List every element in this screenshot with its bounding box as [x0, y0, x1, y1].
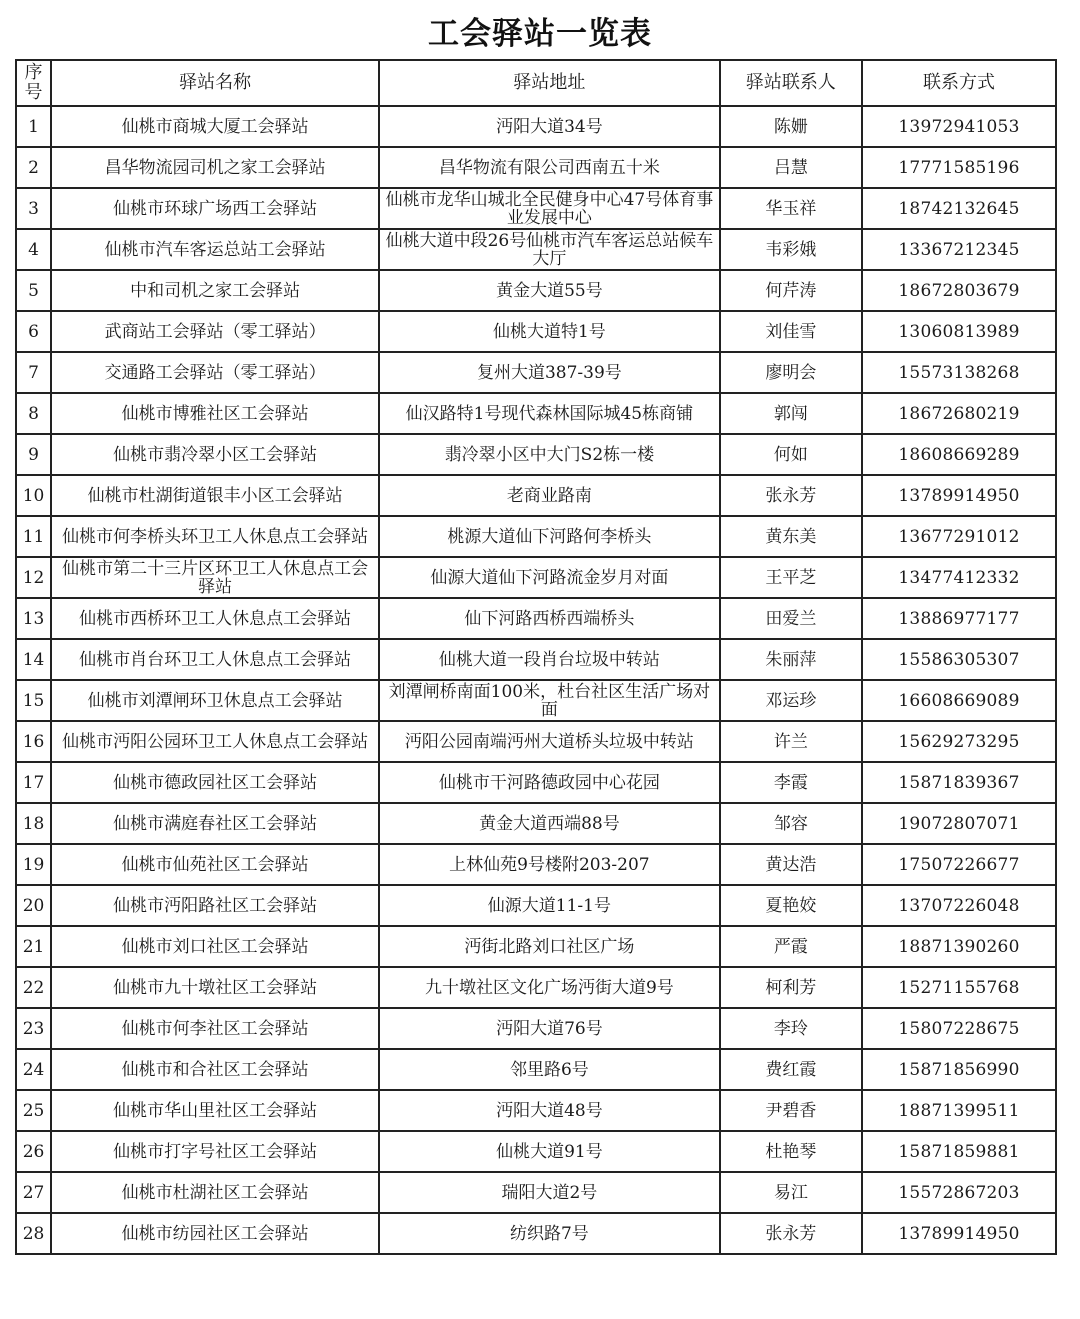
station-contact: 陈姗	[720, 106, 862, 147]
station-name: 仙桃市刘潭闸环卫休息点工会驿站	[51, 680, 379, 721]
row-number: 8	[16, 393, 51, 434]
row-number: 13	[16, 598, 51, 639]
station-address: 仙桃市龙华山城北全民健身中心47号体育事业发展中心	[379, 188, 719, 229]
station-contact: 黄达浩	[720, 844, 862, 885]
station-name: 仙桃市环球广场西工会驿站	[51, 188, 379, 229]
table-row	[16, 762, 1056, 803]
row-number: 14	[16, 639, 51, 680]
station-contact: 李玲	[720, 1008, 862, 1049]
station-address: 仙桃大道91号	[379, 1131, 719, 1172]
station-name: 中和司机之家工会驿站	[51, 270, 379, 311]
station-contact: 黄东美	[720, 516, 862, 557]
station-phone: 17507226677	[862, 844, 1056, 885]
table-row	[16, 1172, 1056, 1213]
station-phone: 15271155768	[862, 967, 1056, 1008]
station-contact: 何如	[720, 434, 862, 475]
table-row	[16, 475, 1056, 516]
station-contact: 张永芳	[720, 1213, 862, 1254]
row-number: 6	[16, 311, 51, 352]
table-row	[16, 598, 1056, 639]
table-row	[16, 352, 1056, 393]
station-phone: 13707226048	[862, 885, 1056, 926]
station-address: 黄金大道55号	[379, 270, 719, 311]
station-contact: 柯利芳	[720, 967, 862, 1008]
station-phone: 13789914950	[862, 475, 1056, 516]
table-body	[16, 106, 1056, 1254]
table-row	[16, 434, 1056, 475]
station-phone: 18672680219	[862, 393, 1056, 434]
table-row	[16, 1090, 1056, 1131]
row-number: 21	[16, 926, 51, 967]
station-phone: 13477412332	[862, 557, 1056, 598]
row-number: 22	[16, 967, 51, 1008]
row-number: 26	[16, 1131, 51, 1172]
station-address: 仙汉路特1号现代森林国际城45栋商铺	[379, 393, 719, 434]
row-number: 23	[16, 1008, 51, 1049]
table-row	[16, 516, 1056, 557]
table-row	[16, 721, 1056, 762]
station-phone: 13677291012	[862, 516, 1056, 557]
row-number: 4	[16, 229, 51, 270]
station-contact: 邹容	[720, 803, 862, 844]
station-phone: 15586305307	[862, 639, 1056, 680]
header-name: 驿站名称	[51, 60, 379, 106]
table-row	[16, 639, 1056, 680]
station-address: 瑞阳大道2号	[379, 1172, 719, 1213]
station-name: 仙桃市何李桥头环卫工人休息点工会驿站	[51, 516, 379, 557]
row-number: 25	[16, 1090, 51, 1131]
station-address: 桃源大道仙下河路何李桥头	[379, 516, 719, 557]
station-address: 仙桃大道一段肖台垃圾中转站	[379, 639, 719, 680]
header-address: 驿站地址	[379, 60, 719, 106]
row-number: 7	[16, 352, 51, 393]
table-row	[16, 1008, 1056, 1049]
station-name: 仙桃市沔阳路社区工会驿站	[51, 885, 379, 926]
station-address: 昌华物流有限公司西南五十米	[379, 147, 719, 188]
row-number: 16	[16, 721, 51, 762]
station-contact: 易江	[720, 1172, 862, 1213]
station-name: 仙桃市杜湖社区工会驿站	[51, 1172, 379, 1213]
station-name: 武商站工会驿站（零工驿站）	[51, 311, 379, 352]
station-address: 九十墩社区文化广场沔街大道9号	[379, 967, 719, 1008]
station-contact: 刘佳雪	[720, 311, 862, 352]
table-row	[16, 803, 1056, 844]
row-number: 9	[16, 434, 51, 475]
station-address: 纺织路7号	[379, 1213, 719, 1254]
table-row	[16, 393, 1056, 434]
station-name: 仙桃市纺园社区工会驿站	[51, 1213, 379, 1254]
row-number: 5	[16, 270, 51, 311]
station-phone: 13789914950	[862, 1213, 1056, 1254]
row-number: 17	[16, 762, 51, 803]
station-contact: 廖明会	[720, 352, 862, 393]
table-row	[16, 106, 1056, 147]
table-row	[16, 270, 1056, 311]
stations-table	[15, 59, 1057, 1255]
station-name: 仙桃市刘口社区工会驿站	[51, 926, 379, 967]
station-phone: 15871859881	[862, 1131, 1056, 1172]
station-name: 仙桃市第二十三片区环卫工人休息点工会驿站	[51, 557, 379, 598]
station-address: 仙源大道仙下河路流金岁月对面	[379, 557, 719, 598]
station-address: 复州大道387-39号	[379, 352, 719, 393]
table-row	[16, 557, 1056, 598]
station-phone: 18672803679	[862, 270, 1056, 311]
station-contact: 夏艳姣	[720, 885, 862, 926]
station-name: 昌华物流园司机之家工会驿站	[51, 147, 379, 188]
station-contact: 杜艳琴	[720, 1131, 862, 1172]
station-name: 仙桃市汽车客运总站工会驿站	[51, 229, 379, 270]
table-row	[16, 188, 1056, 229]
row-number: 15	[16, 680, 51, 721]
station-phone: 18871390260	[862, 926, 1056, 967]
station-address: 老商业路南	[379, 475, 719, 516]
row-number: 28	[16, 1213, 51, 1254]
table-row	[16, 967, 1056, 1008]
station-contact: 华玉祥	[720, 188, 862, 229]
header-contact: 驿站联系人	[720, 60, 862, 106]
station-name: 仙桃市沔阳公园环卫工人休息点工会驿站	[51, 721, 379, 762]
station-phone: 13060813989	[862, 311, 1056, 352]
row-number: 27	[16, 1172, 51, 1213]
station-address: 仙桃大道中段26号仙桃市汽车客运总站候车大厅	[379, 229, 719, 270]
station-contact: 严霞	[720, 926, 862, 967]
station-phone: 17771585196	[862, 147, 1056, 188]
station-address: 沔街北路刘口社区广场	[379, 926, 719, 967]
station-address: 邻里路6号	[379, 1049, 719, 1090]
station-name: 交通路工会驿站（零工驿站）	[51, 352, 379, 393]
station-address: 黄金大道西端88号	[379, 803, 719, 844]
table-row	[16, 147, 1056, 188]
station-contact: 朱丽萍	[720, 639, 862, 680]
station-phone: 18742132645	[862, 188, 1056, 229]
station-phone: 16608669089	[862, 680, 1056, 721]
station-address: 仙桃市干河路德政园中心花园	[379, 762, 719, 803]
station-phone: 13972941053	[862, 106, 1056, 147]
station-phone: 15629273295	[862, 721, 1056, 762]
table-row	[16, 680, 1056, 721]
row-number: 2	[16, 147, 51, 188]
station-phone: 15573138268	[862, 352, 1056, 393]
table-row	[16, 229, 1056, 270]
row-number: 10	[16, 475, 51, 516]
header-no: 序号	[16, 60, 51, 106]
station-name: 仙桃市打字号社区工会驿站	[51, 1131, 379, 1172]
station-address: 沔阳大道76号	[379, 1008, 719, 1049]
station-address: 上林仙苑9号楼附203-207	[379, 844, 719, 885]
header-phone: 联系方式	[862, 60, 1056, 106]
station-name: 仙桃市和合社区工会驿站	[51, 1049, 379, 1090]
row-number: 3	[16, 188, 51, 229]
row-number: 18	[16, 803, 51, 844]
station-phone: 13367212345	[862, 229, 1056, 270]
station-phone: 15871839367	[862, 762, 1056, 803]
station-phone: 15807228675	[862, 1008, 1056, 1049]
table-row	[16, 1049, 1056, 1090]
station-contact: 张永芳	[720, 475, 862, 516]
station-address: 仙下河路西桥西端桥头	[379, 598, 719, 639]
table-row	[16, 311, 1056, 352]
table-row	[16, 885, 1056, 926]
station-contact: 韦彩娥	[720, 229, 862, 270]
station-name: 仙桃市西桥环卫工人休息点工会驿站	[51, 598, 379, 639]
table-header	[16, 60, 1056, 106]
station-contact: 李霞	[720, 762, 862, 803]
station-contact: 邓运珍	[720, 680, 862, 721]
row-number: 1	[16, 106, 51, 147]
station-name: 仙桃市肖台环卫工人休息点工会驿站	[51, 639, 379, 680]
station-name: 仙桃市博雅社区工会驿站	[51, 393, 379, 434]
station-address: 沔阳大道48号	[379, 1090, 719, 1131]
station-contact: 郭闯	[720, 393, 862, 434]
table-row	[16, 926, 1056, 967]
row-number: 11	[16, 516, 51, 557]
station-contact: 田爱兰	[720, 598, 862, 639]
table-row	[16, 844, 1056, 885]
row-number: 12	[16, 557, 51, 598]
station-contact: 许兰	[720, 721, 862, 762]
station-name: 仙桃市九十墩社区工会驿站	[51, 967, 379, 1008]
station-address: 翡冷翠小区中大门S2栋一楼	[379, 434, 719, 475]
table-row	[16, 1213, 1056, 1254]
station-phone: 18608669289	[862, 434, 1056, 475]
station-contact: 王平芝	[720, 557, 862, 598]
station-contact: 何芹涛	[720, 270, 862, 311]
station-phone: 15871856990	[862, 1049, 1056, 1090]
station-name: 仙桃市杜湖街道银丰小区工会驿站	[51, 475, 379, 516]
station-address: 刘潭闸桥南面100米，杜台社区生活广场对面	[379, 680, 719, 721]
page-title: 工会驿站一览表	[428, 16, 652, 52]
row-number: 24	[16, 1049, 51, 1090]
station-address: 沔阳大道34号	[379, 106, 719, 147]
station-contact: 尹碧香	[720, 1090, 862, 1131]
table-row	[16, 1131, 1056, 1172]
station-name: 仙桃市满庭春社区工会驿站	[51, 803, 379, 844]
station-name: 仙桃市华山里社区工会驿站	[51, 1090, 379, 1131]
station-contact: 费红霞	[720, 1049, 862, 1090]
row-number: 19	[16, 844, 51, 885]
station-phone: 15572867203	[862, 1172, 1056, 1213]
station-address: 沔阳公园南端沔州大道桥头垃圾中转站	[379, 721, 719, 762]
station-name: 仙桃市商城大厦工会驿站	[51, 106, 379, 147]
station-name: 仙桃市德政园社区工会驿站	[51, 762, 379, 803]
row-number: 20	[16, 885, 51, 926]
station-phone: 19072807071	[862, 803, 1056, 844]
station-contact: 吕慧	[720, 147, 862, 188]
station-phone: 18871399511	[862, 1090, 1056, 1131]
station-address: 仙桃大道特1号	[379, 311, 719, 352]
header-row	[16, 60, 1056, 106]
station-address: 仙源大道11-1号	[379, 885, 719, 926]
station-phone: 13886977177	[862, 598, 1056, 639]
station-name: 仙桃市仙苑社区工会驿站	[51, 844, 379, 885]
station-name: 仙桃市翡冷翠小区工会驿站	[51, 434, 379, 475]
station-name: 仙桃市何李社区工会驿站	[51, 1008, 379, 1049]
